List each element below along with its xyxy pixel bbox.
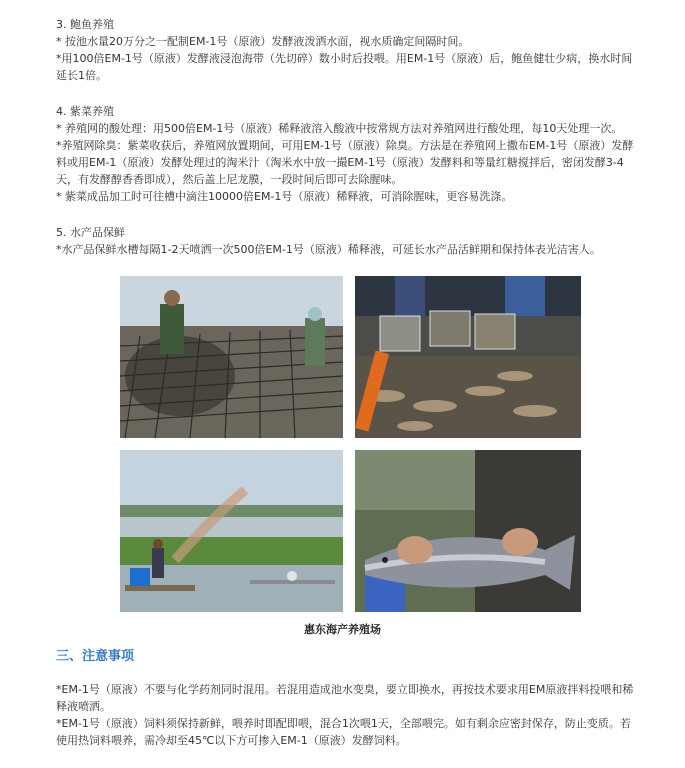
section-4-line-5: * 紫菜成品加工时可往槽中滴注10000倍EM-1号（原液）稀释液，可消除腥味，更容易洗涤。 xyxy=(56,190,513,203)
section-3-line-1: * 按池水量20万分之一配制EM-1号（原液）发酵液泼洒水面，视水质确定间隔时间。 xyxy=(56,35,470,48)
section-4-heading: 4. 紫菜养殖 xyxy=(56,105,114,118)
notes-line-4: 使用热饲料喂养，需冷却至45℃以下方可掺入EM-1（原液）发酵饲料。 xyxy=(56,734,407,747)
notes-section-title: 三、注意事项 xyxy=(56,649,135,664)
notes-line-1: *EM-1号（原液）不要与化学药剂同时混用。若混用造成池水变臭，要立即换水，再按技术要求用EM原液拌料投喂和稀 xyxy=(56,683,634,696)
section-3-heading: 3. 鲍鱼养殖 xyxy=(56,18,114,31)
section-4-line-1: * 养殖网的酸处理：用500倍EM-1号（原液）稀释液溶入酸液中按常规方法对养殖网进行酸处理，每10天处理一次。 xyxy=(56,122,623,135)
section-5-heading: 5. 水产品保鲜 xyxy=(56,226,125,239)
notes-line-3: *EM-1号（原液）饲料须保持新鲜，喂养时即配即喂，混合1次喂1天，全部喂完。如有剩余应密封保存，防止变质。若 xyxy=(56,717,631,730)
photo-seafood-crates xyxy=(355,276,581,438)
section-3-line-3: 延长1倍。 xyxy=(56,69,107,82)
photo-pond-fishing xyxy=(120,450,343,612)
section-4-line-4: 天，有发酵醇香香即成），然后盖上尼龙膜，一段时间后即可去除腥味。 xyxy=(56,173,403,186)
notes-line-2: 释液喷洒。 xyxy=(56,700,111,713)
photo-holding-fish xyxy=(355,450,581,612)
photo-net-workers xyxy=(120,276,343,438)
section-5-line-1: *水产品保鲜水槽每隔1-2天喷洒一次500倍EM-1号（原液）稀释液，可延长水产品活鲜期和保持体表光洁害人。 xyxy=(56,243,601,256)
section-4-line-2: *养殖网除臭：紫菜收获后，养殖网放置期间，可用EM-1号（原液）除臭。方法是在养殖网上撒布EM-1号（原液）发酵 xyxy=(56,139,634,152)
section-4-line-3: 料或用EM-1（原液）发酵处理过的淘米汁（淘米水中放一撮EM-1号（原液）发酵料和等量红糖搅拌后，密闭发酵3-4 xyxy=(56,156,624,169)
section-3-line-2: *用100倍EM-1号（原液）发酵液浸泡海带（先切碎）数小时后投喂。用EM-1号（原液）后，鲍鱼健壮少病，换水时间 xyxy=(56,52,633,65)
photo-caption: 惠东海产养殖场 xyxy=(304,623,381,636)
